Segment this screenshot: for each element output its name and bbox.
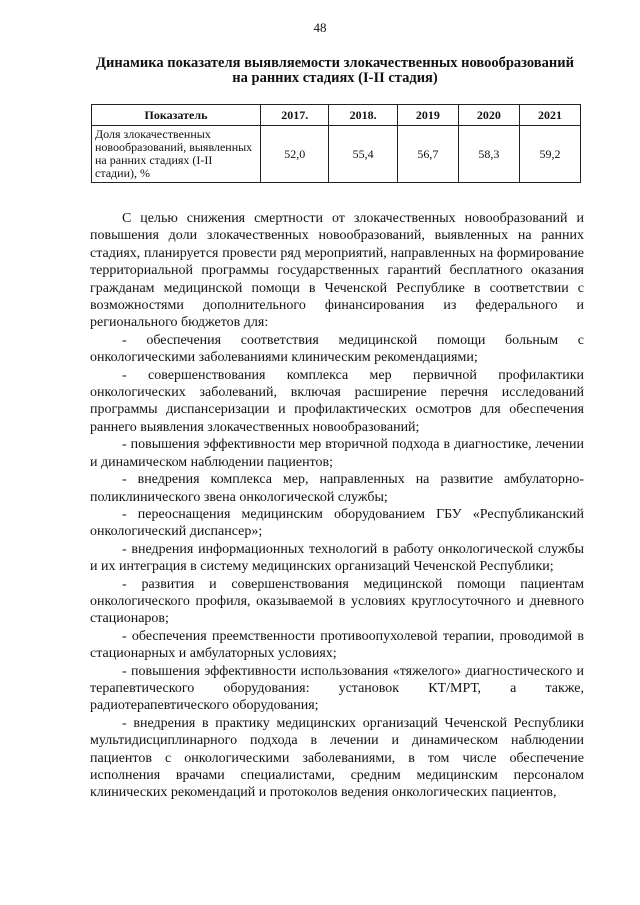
list-item: - повышения эффективности использования «тяжелого» диагностического и терапевтического оборудования: установок КТ/МРТ, а также, радиотерапевтического оборудования; bbox=[90, 663, 584, 714]
table-row bbox=[92, 126, 581, 183]
list-item: - переоснащения медицинским оборудованием ГБУ «Республиканский онкологический диспансер»; bbox=[90, 506, 584, 540]
list-item: - внедрения в практику медицинских организаций Чеченской Республики мультидисциплинарного подхода в лечении и динамическом наблюдении пациентов с онкологическими заболеваниями, в том числе обеспечение исполнения врачами специалистами, средним медицинским персоналом клинических рекомендаций и протоколов ведения онкологических пациентов, bbox=[90, 715, 584, 801]
list-item: - развития и совершенствования медицинской помощи пациентам онкологического профиля, оказываемой в условиях круглосуточного и дневного стационаров; bbox=[90, 576, 584, 627]
indicator-cell: Доля злокачественных новообразований, выявленных на ранних стадиях (I-II стадии), % bbox=[92, 126, 261, 183]
column-header-indicator: Показатель bbox=[92, 105, 261, 126]
value-cell-2017: 52,0 bbox=[261, 126, 329, 183]
list-item: - повышения эффективности мер вторичной подхода в диагностике, лечении и динамическом наблюдении пациентов; bbox=[90, 437, 584, 470]
page-number: 48 bbox=[313, 20, 327, 35]
list-item: - внедрения информационных технологий в работу онкологической службы и их интеграция в систему медицинских организаций Чеченской Республики; bbox=[90, 541, 584, 575]
value-cell-2020: 58,3 bbox=[458, 126, 519, 183]
column-header-2017: 2017. bbox=[261, 105, 329, 126]
indicator-table bbox=[91, 104, 581, 183]
intro-paragraph: С целью снижения смертности от злокачественных новообразований и повышения доли злокачественных новообразований, выявленных на ранних стадиях, планируется провести ряд мероприятий, направленных на формирование территориальной программы государственных гарантий бесплатного оказания гражданам медицинской помощи в Чеченской Республике в соответствии с возможностями дополнительного финансирования из федерального и регионального бюджетов для: bbox=[90, 211, 584, 331]
list-item: - внедрения комплекса мер, направленных на развитие амбулаторно-поликлинического звена онкологической службы; bbox=[90, 472, 584, 505]
column-header-2020: 2020 bbox=[458, 105, 519, 126]
table-header-row bbox=[92, 105, 581, 126]
value-cell-2018: 55,4 bbox=[329, 126, 397, 183]
value-cell-2021: 59,2 bbox=[519, 126, 580, 183]
body-text bbox=[90, 210, 584, 802]
page-title: Динамика показателя выявляемости злокачественных новообразований на ранних стадиях (I-II стадия) bbox=[96, 55, 574, 86]
list-item: - обеспечения преемственности противоопухолевой терапии, проводимой в стационарных и амбулаторных условиях; bbox=[90, 628, 584, 662]
list-item: - совершенствования комплекса мер первичной профилактики онкологических заболеваний, включая расширение перечня исследований программы диспансеризации и профилактических осмотров для обеспечения раннего выявления злокачественных новообразований; bbox=[90, 367, 584, 435]
column-header-2018: 2018. bbox=[329, 105, 397, 126]
column-header-2021: 2021 bbox=[519, 105, 580, 126]
column-header-2019: 2019 bbox=[397, 105, 458, 126]
list-item: - обеспечения соответствия медицинской помощи больным с онкологическими заболеваниями клиническим рекомендациями; bbox=[90, 332, 584, 366]
value-cell-2019: 56,7 bbox=[397, 126, 458, 183]
